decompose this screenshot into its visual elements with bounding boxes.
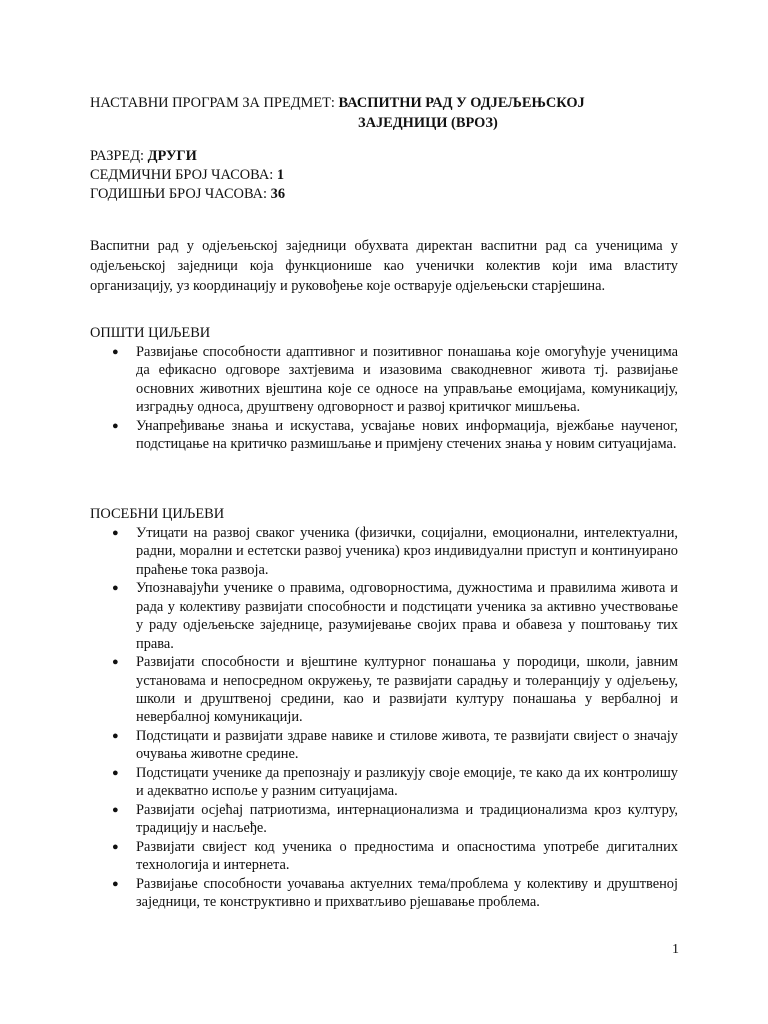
specific-goals-list (90, 524, 678, 912)
bullet-icon: ● (112, 804, 119, 817)
title-prefix: НАСТАВНИ ПРОГРАМ ЗА ПРЕДМЕТ: (90, 95, 339, 111)
list-item: ● Развијати осјећај патриотизма, интернационализма и традиционализма кроз културу, традицију и насљеђе. (112, 802, 678, 837)
general-goals-section (90, 323, 678, 454)
list-item: ● Развијање способности уочавања актуелних тема/проблема у колективу и друштвеној заједници, те конструктивно и прихватљиво рјешавање проблема. (112, 876, 678, 911)
bullet-icon: ● (112, 841, 119, 854)
bullet-icon: ● (112, 767, 119, 780)
list-item: ● Развијати свијест код ученика о предностима и опасностима употребе дигиталних технологија и интернета. (112, 839, 678, 874)
bullet-icon: ● (112, 527, 119, 539)
list-item: ● Подстицати ученике да препознају и разликују своје емоције, те како да их контролишу и адекватно испоље у разним ситуацијама. (112, 765, 678, 800)
yearly-hours-row (90, 185, 285, 204)
weekly-hours-value: 1 (276, 167, 285, 183)
document-title (90, 93, 690, 133)
course-meta (90, 147, 285, 204)
general-goals-heading: ОПШТИ ЦИЉЕВИ (90, 325, 211, 341)
bullet-icon: ● (112, 582, 119, 595)
title-subject-line2: ЗАЈЕДНИЦИ (ВРОЗ) (358, 115, 498, 131)
grade-value: ДРУГИ (147, 148, 197, 164)
list-item: ● Развијати способности и вјештине културног понашања у породици, школи, јавним установама и непосредном окружењу, те развијати сарадњу и толеранцију у одјељењу, школи и друштвеној средини, као и развијати културу понашања у вербалној и невербалној комуникацији. (112, 654, 678, 726)
bullet-icon: ● (112, 419, 119, 432)
yearly-hours-label: ГОДИШЊИ БРОЈ ЧАСОВА: (90, 186, 271, 202)
general-goals-list (90, 343, 678, 454)
bullet-icon: ● (112, 656, 119, 669)
list-item: ● Унапређивање знања и искустава, усвајање нових информација, вјежбање наученог, подстицање на критичко размишљање и примјену стечених знања у новим ситуацијама. (112, 417, 678, 453)
list-item: ● Развијање способности адаптивног и позитивног понашања које омогућује ученицима да ефикасно одговоре захтјевима и изазовима свакодневног живота тј. развијање основних животних вјештина које се односе на управљање емоцијама, комуникацију, изградњу односа, друштвену одговорност и развој критичког мишљења. (112, 344, 678, 416)
title-subject-line1: ВАСПИТНИ РАД У ОДЈЕЉЕЊСКОЈ (338, 95, 585, 111)
list-item: ● Упознавајући ученике о правима, одговорностима, дужностима и правилима живота и рада у колективу развијати способности и подстицати ученика за активно учествовање у раду одјељењске заједнице, разумијевање својих права и обавеза у поштовању тих права. (112, 580, 678, 652)
list-item: ● Утицати на развој сваког ученика (физички, социјални, емоционални, интелектуални, радни, морални и естетски развој ученика) кроз индивидуални приступ и континуирано праћење тока развоја. (112, 525, 678, 578)
grade-row (90, 147, 285, 166)
weekly-hours-label: СЕДМИЧНИ БРОЈ ЧАСОВА: (90, 167, 277, 183)
bullet-icon: ● (112, 878, 119, 891)
weekly-hours-row (90, 166, 285, 185)
bullet-icon: ● (112, 346, 119, 358)
list-item: ● Подстицати и развијати здраве навике и стилове живота, те развијати свијест о значају очувања животне средине. (112, 728, 678, 763)
grade-label: РАЗРЕД: (90, 148, 148, 164)
specific-goals-section (90, 504, 678, 912)
yearly-hours-value: 36 (270, 186, 286, 202)
bullet-icon: ● (112, 730, 119, 743)
specific-goals-heading: ПОСЕБНИ ЦИЉЕВИ (90, 506, 225, 522)
intro-paragraph: Васпитни рад у одјељењској заједници обухвата директан васпитни рад са ученицима у одјељењској заједници која функционише као ученички колектив који има властиту организацију, уз координацију и руковођење које остварује одјељењски старјешина. (90, 238, 678, 294)
page-number: 1 (672, 942, 679, 957)
